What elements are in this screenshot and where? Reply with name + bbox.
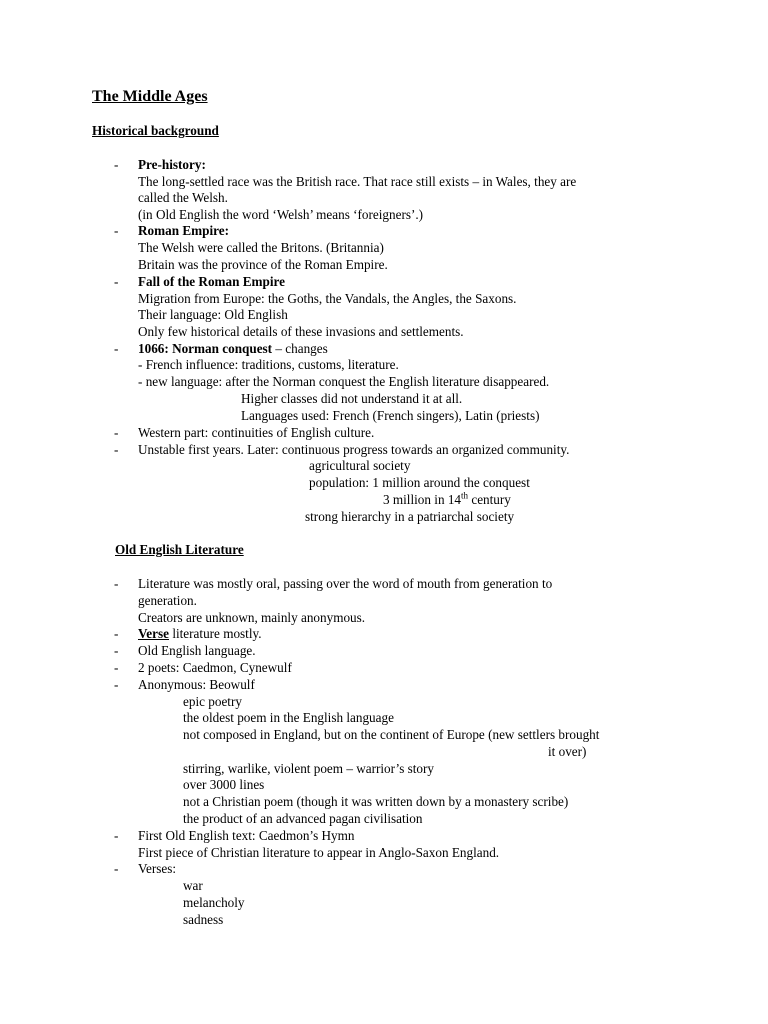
beowulf-item: not a Christian poem (though it was written down by a monastery scribe) — [183, 794, 569, 809]
verses-item: melancholy — [183, 895, 245, 910]
fall-roman-empire-label: Fall of the Roman Empire — [138, 274, 286, 289]
verses-item: sadness — [183, 912, 224, 927]
conquest-line: Higher classes did not understand it at all. — [241, 391, 463, 406]
beowulf-item: epic poetry — [183, 694, 242, 709]
beowulf-item: the product of an advanced pagan civilisation — [183, 811, 423, 826]
western-part-line: Western part: continuities of English culture. — [138, 425, 375, 440]
beowulf-label: Anonymous: Beowulf — [138, 677, 255, 692]
prehistory-line: (in Old English the word ‘Welsh’ means ‘foreigners’.) — [138, 207, 424, 222]
prehistory-label: Pre-history: — [138, 157, 206, 172]
population-14th-pre: 3 million in 14 — [383, 492, 462, 507]
verses-item: war — [183, 878, 203, 893]
bullet-dash: - — [114, 442, 119, 457]
bullet-dash: - — [114, 828, 119, 843]
unstable-line: population: 1 million around the conquest — [309, 475, 530, 490]
prehistory-line: called the Welsh. — [138, 190, 228, 205]
conquest-line: Languages used: French (French singers), Latin (priests) — [241, 408, 540, 423]
beowulf-item: stirring, warlike, violent poem – warrior’s story — [183, 761, 435, 776]
population-14th-post: century — [468, 492, 511, 507]
verse-line — [138, 626, 262, 642]
norman-conquest-suffix: – changes — [272, 341, 328, 356]
language-line: Old English language. — [138, 643, 256, 658]
bullet-dash: - — [114, 626, 119, 641]
beowulf-item: the oldest poem in the English language — [183, 710, 394, 725]
unstable-line: Unstable first years. Later: continuous progress towards an organized community. — [138, 442, 570, 457]
section-heading-old-english-literature: Old English Literature — [115, 542, 244, 557]
fall-line: Only few historical details of these invasions and settlements. — [138, 324, 464, 339]
roman-empire-line: Britain was the province of the Roman Empire. — [138, 257, 388, 272]
conquest-line: - French influence: traditions, customs, literature. — [138, 357, 399, 372]
population-14th-sup: th — [461, 490, 469, 501]
beowulf-item: not composed in England, but on the continent of Europe (new settlers brought — [183, 727, 600, 742]
bullet-dash: - — [114, 861, 119, 876]
page-title: The Middle Ages — [92, 88, 208, 105]
norman-conquest-line — [138, 341, 328, 357]
fall-line: Migration from Europe: the Goths, the Vandals, the Angles, the Saxons. — [138, 291, 517, 306]
poets-line: 2 poets: Caedmon, Cynewulf — [138, 660, 292, 675]
caedmon-line: First Old English text: Caedmon’s Hymn — [138, 828, 355, 843]
bullet-dash: - — [114, 576, 119, 591]
oral-line: Literature was mostly oral, passing over the word of mouth from generation to — [138, 576, 553, 591]
oral-line: Creators are unknown, mainly anonymous. — [138, 610, 366, 625]
bullet-dash: - — [114, 643, 119, 658]
oral-line: generation. — [138, 593, 197, 608]
norman-conquest-label: 1066: Norman conquest — [138, 341, 273, 356]
bullet-dash: - — [114, 341, 119, 356]
roman-empire-label: Roman Empire: — [138, 223, 229, 238]
beowulf-item: over 3000 lines — [183, 777, 265, 792]
unstable-line — [383, 492, 511, 508]
prehistory-line: The long-settled race was the British race. That race still exists – in Wales, they are — [138, 174, 577, 189]
verse-word: Verse — [138, 626, 170, 641]
bullet-dash: - — [114, 660, 119, 675]
beowulf-item: it over) — [548, 744, 587, 759]
bullet-dash: - — [114, 274, 119, 289]
section-heading-historical-background: Historical background — [92, 123, 219, 138]
bullet-dash: - — [114, 223, 119, 238]
unstable-line: strong hierarchy in a patriarchal society — [305, 509, 515, 524]
caedmon-line: First piece of Christian literature to appear in Anglo-Saxon England. — [138, 845, 500, 860]
fall-line: Their language: Old English — [138, 307, 288, 322]
conquest-line: - new language: after the Norman conquest the English literature disappeared. — [138, 374, 550, 389]
verse-rest: literature mostly. — [169, 626, 262, 641]
bullet-dash: - — [114, 157, 119, 172]
bullet-dash: - — [114, 425, 119, 440]
unstable-line: agricultural society — [309, 458, 411, 473]
bullet-dash: - — [114, 677, 119, 692]
verses-label: Verses: — [138, 861, 177, 876]
roman-empire-line: The Welsh were called the Britons. (Britannia) — [138, 240, 384, 255]
